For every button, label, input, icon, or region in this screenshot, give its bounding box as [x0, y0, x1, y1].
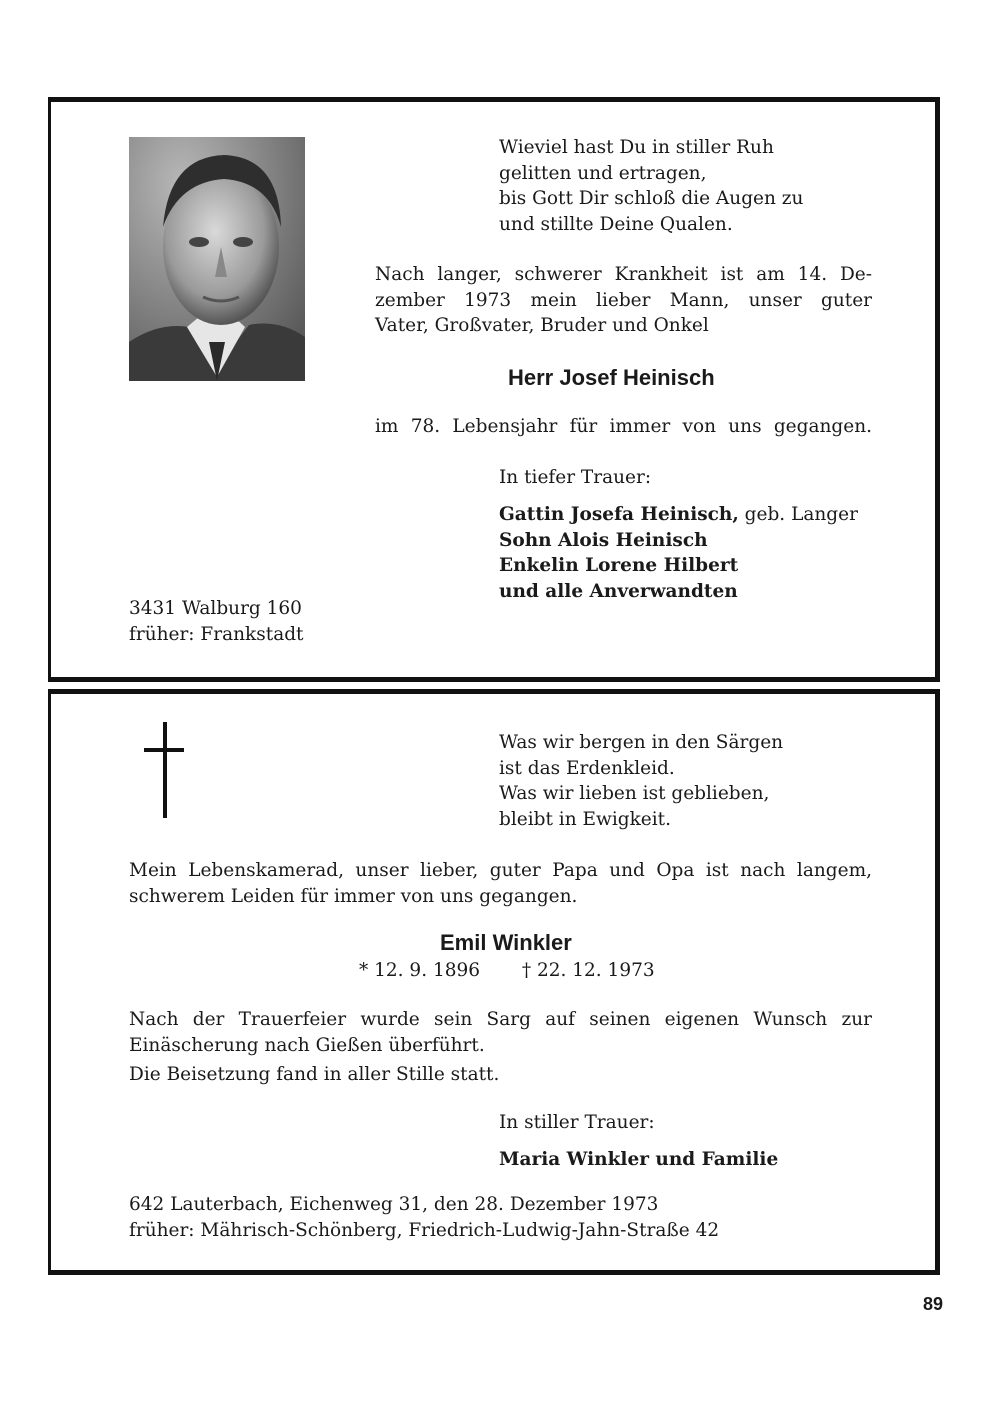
intro-line: zember 1973 mein lieber Mann, unser guter: [375, 289, 872, 311]
poem-line: Was wir bergen in den Särgen: [499, 732, 784, 753]
mourning-label: In stiller Trauer:: [499, 1112, 655, 1133]
cross-icon: [144, 722, 184, 818]
cremation-line: Einäscherung nach Gießen überführt.: [129, 1034, 485, 1056]
poem-line: Was wir lieben ist geblieben,: [499, 783, 770, 804]
cremation-line: Nach der Trauerfeier wurde sein Sarg auf seinen eigenen Wunsch zur: [129, 1009, 872, 1030]
address-line: 642 Lauterbach, Eichenweg 31, den 28. Dezember 1973: [129, 1194, 659, 1215]
poem-verse: [499, 135, 803, 237]
poem-verse: [499, 730, 783, 832]
life-dates: [359, 960, 655, 981]
mourner-entry: Maria Winkler und Familie: [499, 1149, 779, 1170]
intro-line: Nach langer, schwerer Krankheit ist am 14. De-: [375, 264, 872, 285]
announcement-statement: im 78. Lebensjahr für immer von uns gegangen.: [375, 416, 872, 437]
address-line: früher: Frankstadt: [129, 623, 304, 645]
poem-line: Wieviel hast Du in stiller Ruh: [499, 137, 774, 158]
mourner-entry: und alle Anverwandten: [499, 580, 738, 602]
intro-line: schwerem Leiden für immer von uns gegangen.: [129, 885, 578, 907]
intro-line: Mein Lebenskamerad, unser lieber, guter Papa und Opa ist nach langem,: [129, 860, 872, 881]
birth-date: * 12. 9. 1896: [359, 960, 481, 981]
poem-line: gelitten und ertragen,: [499, 162, 707, 184]
portrait-photo: [129, 137, 305, 381]
mourners-list: [499, 1147, 778, 1173]
poem-line: und stillte Deine Qualen.: [499, 213, 733, 235]
deceased-name: Emil Winkler: [440, 930, 572, 955]
address-block: [129, 1192, 719, 1243]
deceased-name: Herr Josef Heinisch: [508, 365, 715, 390]
portrait-photo-image: [129, 137, 305, 381]
mourner-entry: Enkelin Lorene Hilbert: [499, 555, 739, 576]
obituary-notice-winkler: [48, 689, 940, 1275]
mourner-entry: Gattin Josefa Heinisch, geb. Langer: [499, 504, 858, 525]
intro-line: Vater, Großvater, Bruder und Onkel: [375, 315, 709, 336]
poem-line: bleibt in Ewigkeit.: [499, 808, 671, 830]
poem-line: bis Gott Dir schloß die Augen zu: [499, 188, 804, 209]
announcement-intro: [375, 262, 872, 339]
mourning-label: In tiefer Trauer:: [499, 467, 652, 488]
address-line: früher: Mährisch-Schönberg, Friedrich-Ludwig-Jahn-Straße 42: [129, 1219, 720, 1241]
address-block: [129, 596, 304, 647]
cremation-text: [129, 1007, 872, 1058]
announcement-intro: [129, 858, 872, 909]
death-date: † 22. 12. 1973: [521, 960, 655, 981]
address-line: 3431 Walburg 160: [129, 598, 302, 619]
mourners-list: [499, 502, 858, 604]
poem-line: ist das Erdenkleid.: [499, 757, 675, 779]
obituary-notice-heinisch: [48, 97, 940, 682]
burial-text: Die Beisetzung fand in aller Stille statt.: [129, 1064, 500, 1085]
page-number: 89: [923, 1294, 944, 1314]
mourner-entry: Sohn Alois Heinisch: [499, 529, 708, 551]
